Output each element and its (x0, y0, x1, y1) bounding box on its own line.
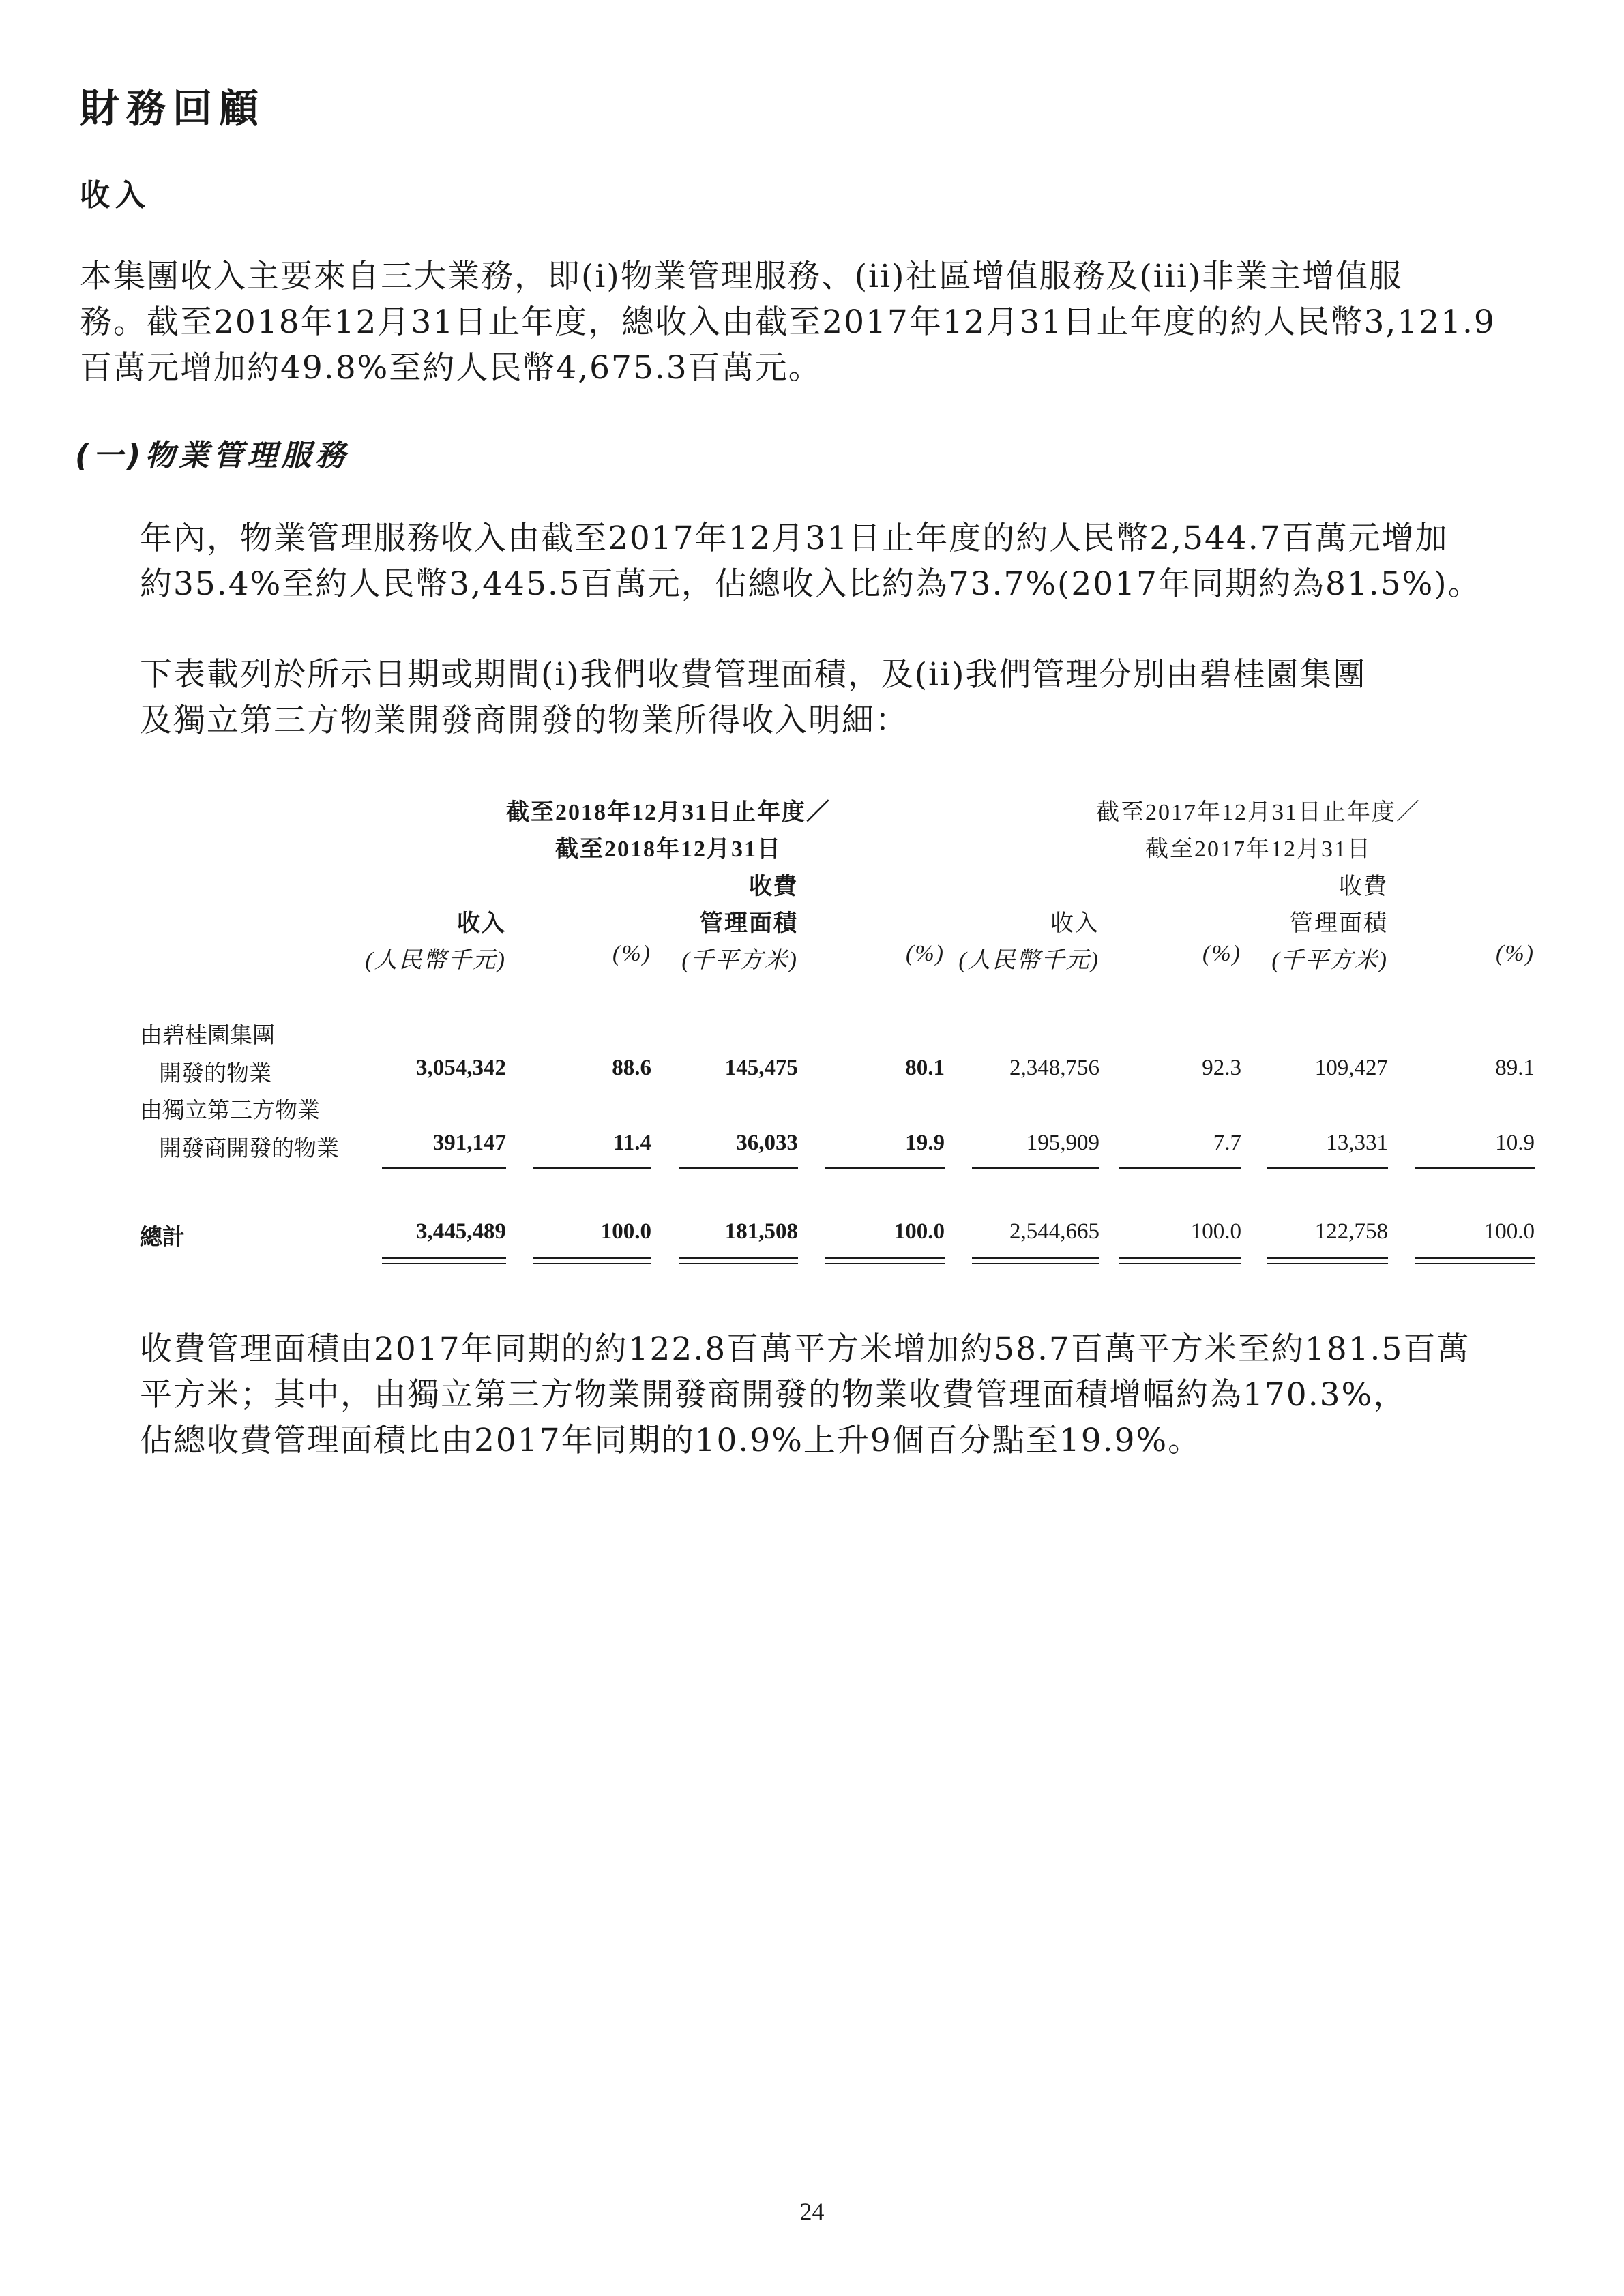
total-double-rule (533, 1263, 651, 1264)
para2-line-1: 下表載列於所示日期或期間(i)我們收費管理面積，及(ii)我們管理分別由碧桂園集團 (140, 656, 1367, 694)
total-area-2018: 181,508 (724, 1219, 798, 1244)
subtotal-rule (382, 1167, 506, 1169)
intro-line-3: 百萬元增加約49.8%至約人民幣4,675.3百萬元。 (80, 349, 822, 387)
row1-rev-2018: 3,054,342 (416, 1056, 506, 1080)
para3-line-1: 收費管理面積由2017年同期的約122.8百萬平方米增加約58.7百萬平方米至約181.5百萬 (140, 1330, 1471, 1368)
intro-line-2: 務。截至2018年12月31日止年度，總收入由截至2017年12月31日止年度的約人民幣3,121.9 (80, 303, 1496, 341)
col-2017-area-line2: 管理面積 (1290, 911, 1388, 936)
col-2018-area-line2: 管理面積 (700, 911, 798, 936)
row1-label-line1: 由碧桂園集團 (140, 1024, 275, 1048)
total-double-rule (382, 1263, 506, 1264)
total-rev-2018: 3,445,489 (416, 1219, 506, 1244)
section-heading-revenue: 收入 (80, 178, 151, 213)
row2-rev-pct-2017: 7.7 (1213, 1131, 1241, 1155)
table-period-2018-line1: 截至2018年12月31日止年度／ (506, 800, 831, 825)
col-2018-revenue: 收入 (457, 911, 506, 936)
total-double-rule (825, 1257, 945, 1259)
total-rev-pct-2018: 100.0 (600, 1219, 651, 1244)
col-2017-rev-pct-unit: (%) (1202, 941, 1241, 966)
row2-area-pct-2017: 10.9 (1495, 1131, 1535, 1155)
page-number: 24 (799, 2198, 825, 2225)
table-period-2017-line2: 截至2017年12月31日 (1145, 837, 1372, 862)
table-period-2018-line2: 截至2018年12月31日 (555, 837, 782, 862)
col-2017-area-line1: 收費 (1339, 874, 1388, 899)
row1-label-line2: 開發的物業 (159, 1062, 271, 1086)
col-2017-area-pct-unit: (%) (1496, 941, 1535, 966)
para3-line-3: 佔總收費管理面積比由2017年同期的10.9%上升9個百分點至19.9%。 (140, 1422, 1202, 1459)
subtotal-rule (1415, 1167, 1535, 1169)
total-double-rule (1267, 1263, 1388, 1264)
total-rev-pct-2017: 100.0 (1190, 1219, 1241, 1244)
total-area-pct-2018: 100.0 (894, 1219, 945, 1244)
subtotal-rule (679, 1167, 798, 1169)
row2-area-2017: 13,331 (1326, 1131, 1388, 1155)
para2-line-2: 及獨立第三方物業開發商開發的物業所得收入明細： (140, 702, 909, 739)
total-double-rule (679, 1257, 798, 1259)
total-double-rule (1415, 1257, 1535, 1259)
row2-rev-2017: 195,909 (1026, 1131, 1099, 1155)
page-title: 財務回顧 (80, 85, 266, 132)
row2-rev-2018: 391,147 (432, 1131, 506, 1155)
total-double-rule (679, 1263, 798, 1264)
col-2018-area-unit: (千平方米) (681, 948, 798, 973)
row1-area-2018: 145,475 (724, 1056, 798, 1080)
col-2017-revenue: 收入 (1050, 911, 1099, 936)
subsection-title-property-management: (一)物業管理服務 (75, 438, 350, 473)
col-2018-area-pct-unit: (%) (906, 941, 945, 966)
total-double-rule (972, 1257, 1099, 1259)
intro-line-1: 本集團收入主要來自三大業務，即(i)物業管理服務、(ii)社區增值服務及(iii)非業主增值服 (80, 258, 1403, 295)
total-label: 總計 (140, 1225, 185, 1250)
row2-label-line2: 開發商開發的物業 (159, 1137, 339, 1161)
para1-line-2: 約35.4%至約人民幣3,445.5百萬元，佔總收入比約為73.7%(2017年同期約為81.5%)。 (140, 565, 1481, 603)
col-2017-area-unit: (千平方米) (1271, 948, 1388, 973)
total-area-pct-2017: 100.0 (1483, 1219, 1535, 1244)
row1-area-2017: 109,427 (1314, 1056, 1388, 1080)
total-double-rule (533, 1257, 651, 1259)
para1-line-1: 年內，物業管理服務收入由截至2017年12月31日止年度的約人民幣2,544.7百萬元增加 (140, 520, 1449, 557)
row2-label-line1: 由獨立第三方物業 (140, 1099, 320, 1123)
subtotal-rule (1267, 1167, 1388, 1169)
row1-rev-pct-2017: 92.3 (1202, 1056, 1241, 1080)
total-double-rule (1119, 1257, 1241, 1259)
total-double-rule (1415, 1263, 1535, 1264)
total-double-rule (972, 1263, 1099, 1264)
total-rev-2017: 2,544,665 (1009, 1219, 1099, 1244)
total-double-rule (825, 1263, 945, 1264)
col-2018-area-line1: 收費 (749, 874, 798, 899)
row2-rev-pct-2018: 11.4 (613, 1131, 651, 1155)
col-2018-rev-pct-unit: (%) (612, 941, 651, 966)
row1-area-pct-2017: 89.1 (1495, 1056, 1535, 1080)
row1-rev-2017: 2,348,756 (1009, 1056, 1099, 1080)
row2-area-2018: 36,033 (736, 1131, 798, 1155)
col-2018-revenue-unit: (人民幣千元) (365, 948, 506, 973)
col-2017-revenue-unit: (人民幣千元) (958, 948, 1099, 973)
total-double-rule (1119, 1263, 1241, 1264)
table-period-2017-line1: 截至2017年12月31日止年度／ (1096, 800, 1421, 825)
subtotal-rule (972, 1167, 1099, 1169)
row1-rev-pct-2018: 88.6 (612, 1056, 651, 1080)
total-double-rule (1267, 1257, 1388, 1259)
total-area-2017: 122,758 (1314, 1219, 1388, 1244)
para3-line-2: 平方米；其中，由獨立第三方物業開發商開發的物業收費管理面積增幅約為170.3%， (140, 1376, 1407, 1414)
row1-area-pct-2018: 80.1 (905, 1056, 945, 1080)
subtotal-rule (825, 1167, 945, 1169)
total-double-rule (382, 1257, 506, 1259)
subtotal-rule (1119, 1167, 1241, 1169)
row2-area-pct-2018: 19.9 (905, 1131, 945, 1155)
subtotal-rule (533, 1167, 651, 1169)
